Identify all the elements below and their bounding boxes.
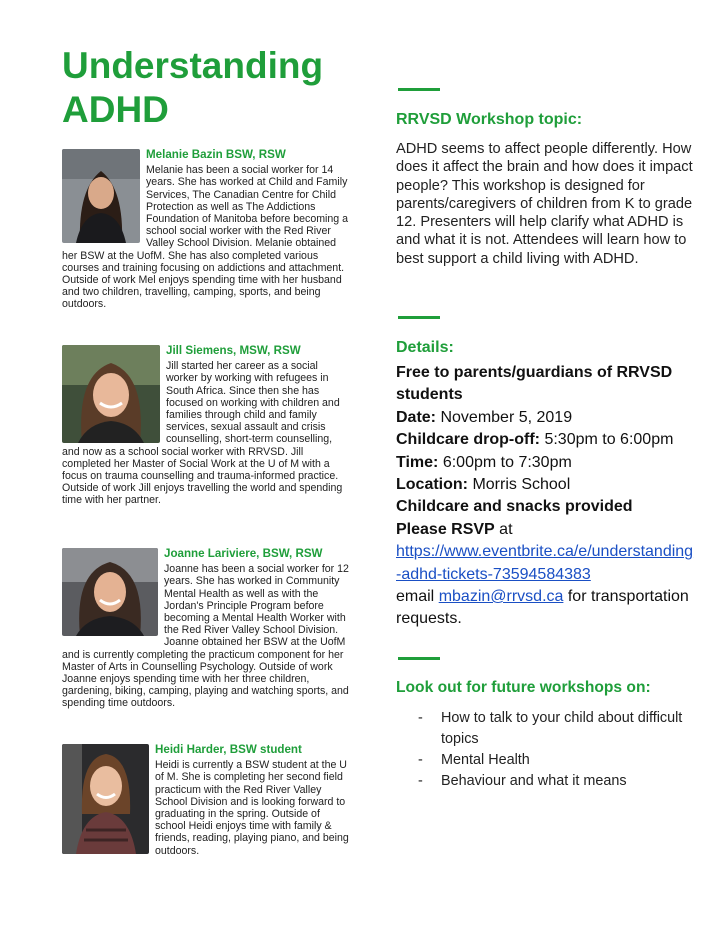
email-prefix: email [396,588,439,606]
details-heading: Details: [396,339,454,356]
future-workshops-heading: Look out for future workshops on: [396,679,651,696]
page-title [62,44,323,132]
presenter-name: Melanie Bazin BSW, RSW [146,148,286,161]
location-value: Morris School [468,476,571,494]
location-label: Location: [396,476,468,494]
presenter-photo-melanie [62,149,140,243]
email-link[interactable]: mbazin@rrvsd.ca [438,588,564,606]
presenter-name: Heidi Harder, BSW student [155,743,302,756]
presenter-bio-melanie [62,149,352,311]
presenter-bio-heidi [62,744,352,857]
list-item: - How to talk to your child about difficult topics [416,708,696,750]
childcare-note: Childcare and snacks provided [396,498,633,516]
presenter-bio-text: Heidi is currently a BSW student at the U of M. She is completing her second field practicum with the Red River Valley School Division and is looking forward to graduating in the spring. Outside of school Heidi enjoys time with family & friends, reading, playing piano, and being outdoors. [155,759,349,857]
rsvp-link[interactable]: https://www.eventbrite.ca/e/understanding-adhd-tickets-73594584383 [396,543,694,583]
presenter-bio-text: Joanne has been a social worker for 12 years. She has worked in Community Mental Health as well as with the Jordan's Principle Program before becoming a Mental Health Worker with the Red River Valley School Division. Joanne obtained her BSW at the UofM and is currently completing the practicum component for her Master of Arts in Counselling Psychology. Outside of work Joanne enjoys spending time with her three children, gardening, biking, camping, playing and watching sports, and spending time outdoors. [62,563,349,710]
presenter-bio-text: Melanie has been a social worker for 14 years. She has worked at Child and Family Services, The Canadian Centre for Child Protection as well as The Addictions Foundation of Manitoba before becoming a school social worker with the Red River Valley School Division. Melanie obtained her BSW at the UofM. She has also completed various courses and training focusing on addictions and attachment. Outside of work Mel enjoys spending time with her husband and two children, travelling, camping, sports, and being outdoors. [62,164,349,311]
time-label: Time: [396,453,439,471]
date-label: Date: [396,408,437,426]
dropoff-label: Childcare drop-off: [396,431,540,449]
date-value: November 5, 2019 [436,408,573,426]
presenter-name: Joanne Lariviere, BSW, RSW [164,547,323,560]
dropoff-value: 5:30pm to 6:00pm [540,431,674,449]
rsvp-label: Please RSVP [396,520,495,538]
rsvp-at: at [494,520,513,538]
details-block [396,362,696,631]
future-workshops-list [416,708,696,792]
divider [398,657,440,660]
workshop-topic-text: ADHD seems to affect people differently. How does it affect the brain and how does it impact people? This workshop is designed for parents/caregivers of children from K to grade 12. Presenters will help clarify what ADHD is and what it is not. Attendees will learn how to best support a child living with ADHD. [396,141,693,267]
presenter-photo-heidi [62,744,149,854]
presenter-name: Jill Siemens, MSW, RSW [166,344,301,357]
list-item: - Behaviour and what it means [416,771,696,792]
title-line-2: ADHD [62,89,169,130]
presenter-bio-jill [62,345,352,507]
presenter-photo-jill [62,345,160,443]
time-value: 6:00pm to 7:30pm [438,453,572,471]
divider [398,88,440,91]
divider [398,316,440,319]
presenter-photo-joanne [62,548,158,636]
audience: Free to parents/guardians of RRVSD students [396,364,673,404]
email-suffix: for transportation requests. [396,588,689,628]
list-item: - Mental Health [416,750,696,771]
presenter-bio-joanne [62,548,352,710]
title-line-1: Understanding [62,45,324,86]
presenter-bio-text: Jill started her career as a social worker by working with refugees in South Africa. Since then she has focused on working with children and families through child and family services, sexual assault and crisis counselling, short-term counselling, and now as a school social worker with RRVSD. Jill completed her Master of Social Work at the U of M with a focus on trauma counselling and trauma-informed practice. Outside of work Jill enjoys travelling the world and spending time with her partner. [62,360,343,507]
workshop-topic-heading: RRVSD Workshop topic: [396,111,583,128]
